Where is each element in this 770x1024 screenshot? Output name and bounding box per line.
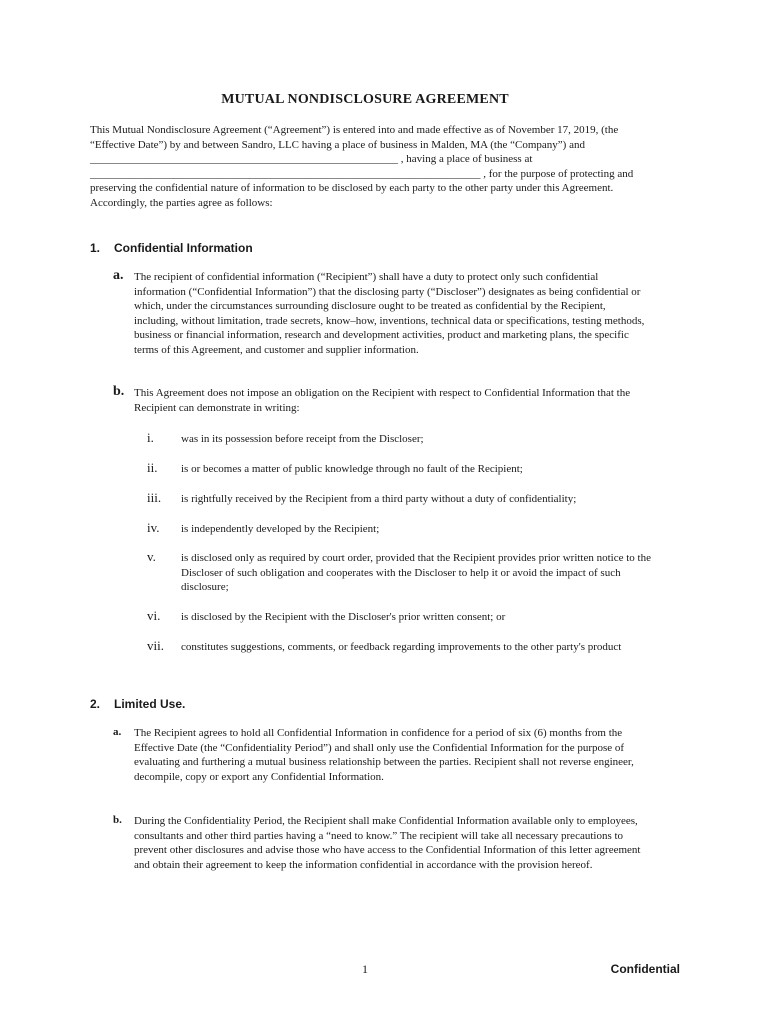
section-1b-paragraph: This Agreement does not impose an obligation on the Recipient with respect to Confidential Information that the Recipient can demonstrate in writing: — [134, 387, 631, 414]
item-iii-text: is rightfully received by the Recipient from a third party without a duty of confidentiality; — [181, 493, 577, 505]
intro-paragraph: This Mutual Nondisclosure Agreement (“Agreement”) is entered into and made effective as of November 17, 2019, (the “Effective Date”) by and between Sandro, LLC having a place of business in Malden, MA (the “Company”) and ________________________________________________________ , having a place of business at _______________________________________________________________________ , for the purpose of protecting and preserving the confidential nature of information to be disclosed by each party to the other party under this Agreement. Accordingly, the parties agree as follows: — [90, 124, 634, 209]
item-i-label: i. — [147, 430, 154, 445]
item-ii-text: is or becomes a matter of public knowledge through no fault of the Recipient; — [181, 463, 523, 475]
item-i-text: was in its possession before receipt from the Discloser; — [181, 433, 424, 445]
section-1b-label: b. — [113, 384, 125, 399]
item-ii-label: ii. — [147, 460, 158, 475]
section-2-title: Limited Use. — [114, 697, 186, 711]
section-2b-paragraph: During the Confidentiality Period, the Recipient shall make Confidential Information available only to employees, consultants and other third parties having a “need to know.” The recipient will take all necessary precautions to prevent other disclosures and advise those who have access to the Confidential Information of this letter agreement and obtain their agreement to keep the information confidential in accordance with the provision hereof. — [134, 815, 641, 871]
item-v-text: is disclosed only as required by court order, provided that the Recipient provides prior written notice to the Discloser of such obligation and cooperates with the Discloser to help it or avoid the impact of such disclosure; — [181, 552, 651, 594]
section-2a-label: a. — [113, 726, 122, 738]
page-number: 1 — [362, 962, 368, 976]
item-vii-label: vii. — [147, 638, 164, 653]
item-vi-text: is disclosed by the Recipient with the Discloser's prior written consent; or — [181, 611, 506, 623]
section-2-number: 2. — [90, 697, 101, 711]
item-iv-text: is independently developed by the Recipient; — [181, 523, 380, 535]
item-iv-label: iv. — [147, 520, 160, 535]
section-1-number: 1. — [90, 241, 101, 255]
confidential-footer-label: Confidential — [610, 962, 680, 976]
section-1a-label: a. — [113, 268, 124, 283]
item-vii-text: constitutes suggestions, comments, or feedback regarding improvements to the other party's product — [181, 641, 622, 653]
item-iii-label: iii. — [147, 490, 162, 505]
document-title: MUTUAL NONDISCLOSURE AGREEMENT — [221, 92, 509, 107]
section-2b-label: b. — [113, 814, 122, 826]
section-1-title: Confidential Information — [114, 241, 253, 255]
section-1a-paragraph: The recipient of confidential information (“Recipient”) shall have a duty to protect only such confidential information (“Confidential Information”) that the disclosing party (“Discloser”) designates as being confidential or which, under the circumstances surrounding disclosure ought to be treated as confidential by the Recipient, including, without limitation, trade secrets, know–how, inventions, technical data or specifications, testing methods, business or financial information, research and development activities, product and marketing plans, the specific terms of this Agreement, and customer and supplier information. — [134, 271, 645, 356]
section-2a-paragraph: The Recipient agrees to hold all Confidential Information in confidence for a period of six (6) months from the Effective Date (the “Confidentiality Period”) and shall only use the Confidential Information for the purpose of evaluating and furthering a mutual business relationship between the parties. Recipient shall not reverse engineer, decompile, copy or export any Confidential Information. — [134, 727, 634, 783]
item-vi-label: vi. — [147, 608, 161, 623]
item-v-label: v. — [147, 549, 156, 564]
